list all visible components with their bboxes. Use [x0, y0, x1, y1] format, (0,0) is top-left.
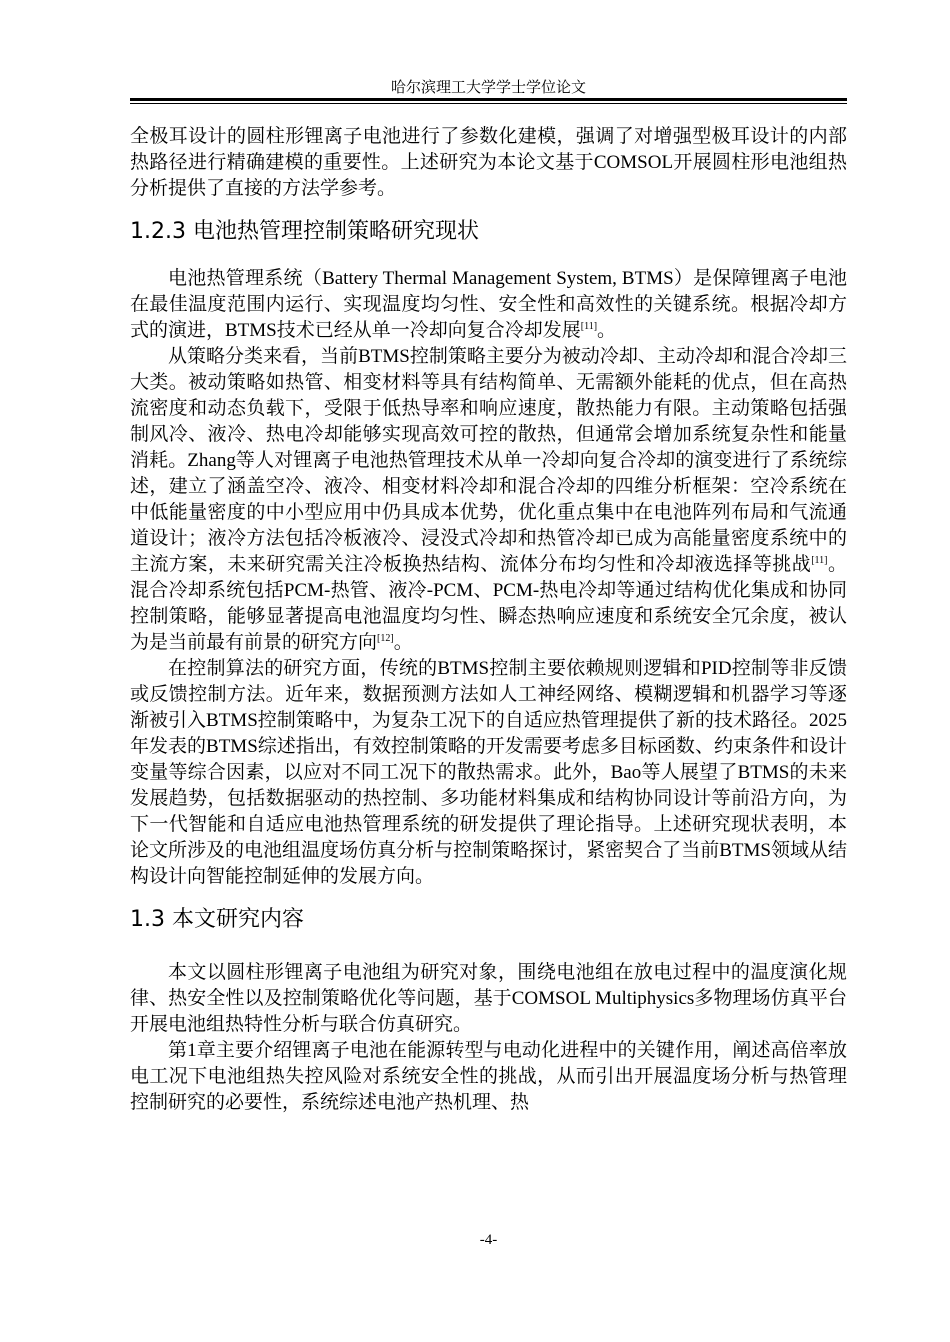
citation-ref: [12]: [377, 633, 394, 644]
citation-ref: [11]: [580, 321, 598, 332]
paragraph-research-object: 本文以圆柱形锂离子电池组为研究对象，围绕电池组在放电过程中的温度演化规律、热安全性以及控制策略优化等问题，基于COMSOL Multiphysics多物理场仿真平台开展电池组热特性分析与联合仿真研究。: [130, 962, 847, 1035]
paragraph-chapter-1: 第1章主要介绍锂离子电池在能源转型与电动化进程中的关键作用，阐述高倍率放电工况下电池组热失控风险对系统安全性的挑战，从而引出开展温度场分析与热管理控制研究的必要性，系统综述电池产热机理、热: [130, 1040, 847, 1113]
paragraph-control-algorithms: 在控制算法的研究方面，传统的BTMS控制主要依赖规则逻辑和PID控制等非反馈或反馈控制方法。近年来，数据预测方法如人工神经网络、模糊逻辑和机器学习等逐渐被引入BTMS控制策略中，为复杂工况下的自适应热管理提供了新的技术路径。2025年发表的BTMS综述指出，有效控制策略的开发需要考虑多目标函数、约束条件和设计变量等综合因素，以应对不同工况下的散热需求。此外，Bao等人展望了BTMS的未来发展趋势，包括数据驱动的热控制、多功能材料集成和结构协同设计等前沿方向，为下一代智能和自适应电池热管理系统的研发提供了理论指导。上述研究现状表明，本论文所涉及的电池组温度场仿真分析与控制策略探讨，紧密契合了当前BTMS领域从结构设计向智能控制延伸的发展方向。: [130, 658, 847, 887]
header-rule: [130, 98, 847, 101]
section-heading-1-3: 1.3 本文研究内容: [130, 907, 304, 932]
citation-ref: [11]: [811, 555, 828, 566]
paragraph-text: 。混合冷却系统包括PCM-热管、液冷-PCM、PCM-热电冷却等通过结构优化集成和协同控制策略，能够显著提高电池温度均匀性、瞬态热响应速度和系统安全冗余度，被认为是当前最有前景的研究方向: [130, 554, 847, 653]
section-heading-1-2-3: 1.2.3 电池热管理控制策略研究现状: [130, 219, 479, 244]
page-number: -4-: [479, 1232, 498, 1248]
page-body: [130, 124, 847, 1116]
paragraph-continuation: 全极耳设计的圆柱形锂离子电池进行了参数化建模，强调了对增强型极耳设计的内部热路径进行精确建模的重要性。上述研究为本论文基于COMSOL开展圆柱形电池组热分析提供了直接的方法学参考。: [130, 126, 847, 199]
header-rule-thin: [130, 103, 847, 104]
running-header: 哈尔滨理工大学学士学位论文: [390, 80, 586, 96]
paragraph-text: 。: [597, 320, 617, 341]
paragraph-strategy-classification: [130, 344, 847, 656]
paragraph-text: 电池热管理系统（Battery Thermal Management System, BTMS）是保障锂离子电池在最佳温度范围内运行、实现温度均匀性、安全性和高效性的关键系统。根据冷却方式的演进，BTMS技术已经从单一冷却向复合冷却发展: [130, 268, 847, 341]
paragraph-text: 。: [393, 632, 413, 653]
paragraph-text: 从策略分类来看，当前BTMS控制策略主要分为被动冷却、主动冷却和混合冷却三大类。被动策略如热管、相变材料等具有结构简单、无需额外能耗的优点，但在高热流密度和动态负载下，受限于低热导率和响应速度，散热能力有限。主动策略包括强制风冷、液冷、热电冷却能够实现高效可控的散热，但通常会增加系统复杂性和能量消耗。Zhang等人对锂离子电池热管理技术从单一冷却向复合冷却的演变进行了系统综述，建立了涵盖空冷、液冷、相变材料冷却和混合冷却的四维分析框架：空冷系统在中低能量密度的中小型应用中仍具成本优势，优化重点集中在电池阵列布局和气流通道设计；液冷方法包括冷板液冷、浸没式冷却和热管冷却已成为高能量密度系统中的主流方案，未来研究需关注冷板换热结构、流体分布均匀性和冷却液选择等挑战: [130, 346, 847, 575]
paragraph-btms-intro: [130, 266, 847, 344]
